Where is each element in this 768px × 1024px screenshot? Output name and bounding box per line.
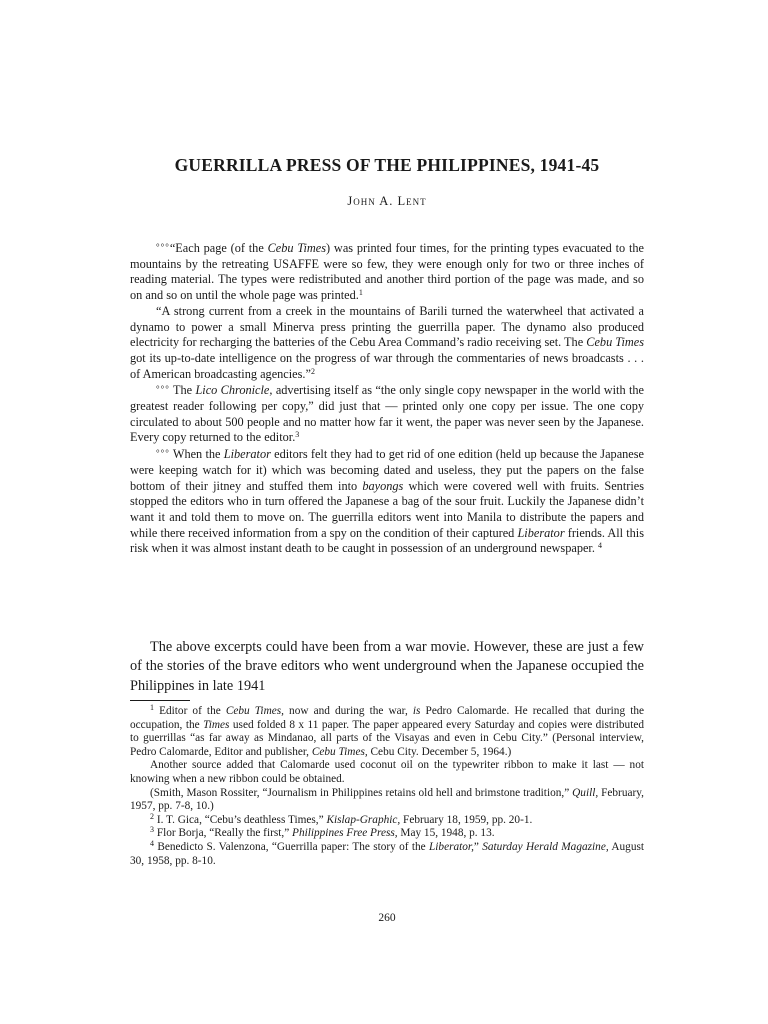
excerpt-paragraph-2 xyxy=(130,304,644,383)
text-run: Flor Borja, “Really the first,” xyxy=(154,827,293,840)
text-run: August 30, 1958, pp. 8-10. xyxy=(130,840,644,867)
footnote-ref: 1 xyxy=(358,288,363,298)
text-run: Cebu City. December 5, 1964.) xyxy=(367,745,512,758)
body-paragraph: The above excerpts could have been from a war movie. However, these are just a few of the stories of the brave editors who went underground when the Japanese occupied the Philippines in late 1941 xyxy=(130,639,644,694)
text-run: When the xyxy=(169,447,224,462)
text-run: February, 1957, pp. 7-8, 10.) xyxy=(130,786,644,813)
italic-run: Cebu Times xyxy=(267,241,327,255)
footnotes xyxy=(130,705,644,868)
text-run: (Smith, Mason Rossiter, “Journalism in Philippines retains old hell and brimstone tradition,” xyxy=(150,786,573,799)
footnote-1 xyxy=(130,705,644,759)
italic-run: Liberator xyxy=(223,447,271,462)
text-run: May 15, 1948, p. 13. xyxy=(397,827,495,840)
footnote-number: 2 xyxy=(150,811,154,821)
text-run: February 18, 1959, pp. 20-1. xyxy=(400,813,533,826)
text-run: which were covered well with fruits. Sentries stopped the editors who in turn offered the Japanese a bag of the sour fruit. Luckily the Japanese didn’t want it and told them to move on. The guerrilla editors went into Manila to distribute the papers and while there received information from a spy on the condition of their captured xyxy=(130,478,644,540)
excerpt-mark: °°° xyxy=(156,448,170,459)
footnote-2 xyxy=(130,811,644,828)
text-run: advertising itself as “the only single copy newspaper in the world with the greatest reader following per copy,” did just that — printed only one copy per issue. The one copy circulated to about 500 people and no matter how far it went, the paper was never seen by the Japanese. Every copy returned to the editor. xyxy=(130,383,644,445)
text-run: “Each page (of the xyxy=(169,241,268,255)
footnote-3 xyxy=(130,827,644,841)
footnote-1-continued: Another source added that Calomarde used coconut oil on the typewriter ribbon to make it last — not knowing when a new ribbon could be obtained. xyxy=(130,759,644,785)
text-run: Editor of the xyxy=(154,705,226,717)
italic-run: Kislap-Graphic, xyxy=(326,813,401,826)
footnote-1-source xyxy=(130,787,644,814)
italic-run: Times xyxy=(203,718,230,731)
italic-run: Cebu Times xyxy=(586,335,645,350)
excerpt-paragraph-3 xyxy=(130,382,644,446)
italic-run: Philippines Free Press, xyxy=(292,827,398,840)
italic-run: bayongs xyxy=(362,478,404,493)
italic-run: Quill, xyxy=(572,786,599,799)
footnote-number: 3 xyxy=(150,825,154,835)
italic-run: Cebu Times, xyxy=(225,705,284,717)
text-run: used folded 8 x 11 paper. The paper appeared every Saturday and copies were distributed to guerrillas “as far away as Mindanao, all parts of the Visayas and even in Cebu City.” (Personal interview, Pedro Calomarde, Editor and publisher, xyxy=(130,718,644,758)
text-run: got its up-to-date intelligence on the progress of war through the commentaries of news broadcasts . . . of American broadcasting agencies.” xyxy=(130,350,644,381)
text-run: friends. All this risk when it was almost instant death to be caught in possession of an underground newspaper. xyxy=(130,525,644,556)
footnote-ref: 4 xyxy=(598,541,602,551)
text-run: The xyxy=(169,383,196,398)
text-run: now and during the war, xyxy=(283,705,413,717)
excerpt-block xyxy=(130,240,644,557)
text-run: ” xyxy=(473,840,483,853)
footnote-ref: 2 xyxy=(310,366,315,376)
italic-run: is xyxy=(412,705,421,717)
page-number: 260 xyxy=(378,912,396,924)
text-run: Pedro Calomarde. He recalled that during the occupation, the xyxy=(130,705,644,731)
footnote-number: 1 xyxy=(150,703,154,712)
article-title: GUERRILLA PRESS OF THE PHILIPPINES, 1941-45 xyxy=(174,155,600,175)
italic-run: Cebu Times, xyxy=(311,745,368,758)
excerpt-paragraph-1 xyxy=(130,240,644,304)
excerpt-mark: °°° xyxy=(156,242,170,252)
italic-run: Liberator xyxy=(517,525,565,540)
text-run: ) was printed four times, for the printing types evacuated to the mountains by the retreating USAFFE were so few, they were enough only for two or three inches of reading material. The types were redistributed and another third portion of the page was made, and so on and so on until the whole page was printed. xyxy=(130,241,644,303)
text-run: I. T. Gica, “Cebu’s deathless Times,” xyxy=(154,813,327,826)
text-run: editors felt they had to get rid of one edition (held up because the Japanese were keeping watch for it) which was becoming dated and useless, they put the papers on the false bottom of their jitney and stuffed them into xyxy=(130,447,644,493)
body-text xyxy=(130,638,644,696)
article-author: John A. Lent xyxy=(347,194,427,208)
italic-run: Saturday Herald Magazine, xyxy=(482,840,609,853)
italic-run: Liberator, xyxy=(429,840,474,853)
footnote-ref: 3 xyxy=(295,430,300,440)
excerpt-paragraph-4 xyxy=(130,446,644,557)
footnote-4 xyxy=(130,838,644,868)
text-run: “A strong current from a creek in the mountains of Barili turned the waterwheel that activated a dynamo to power a small Minerva press printing the guerrilla paper. The dynamo also produced electricity for recharging the batteries of the Cebu Area Command’s radio receiving set. The xyxy=(130,303,644,350)
italic-run: Lico Chronicle, xyxy=(195,383,273,398)
footnote-number: 4 xyxy=(150,838,154,848)
excerpt-mark: °°° xyxy=(156,384,170,395)
footnote-divider xyxy=(130,700,190,701)
text-run: Benedicto S. Valenzona, “Guerrilla paper: The story of the xyxy=(154,840,430,853)
